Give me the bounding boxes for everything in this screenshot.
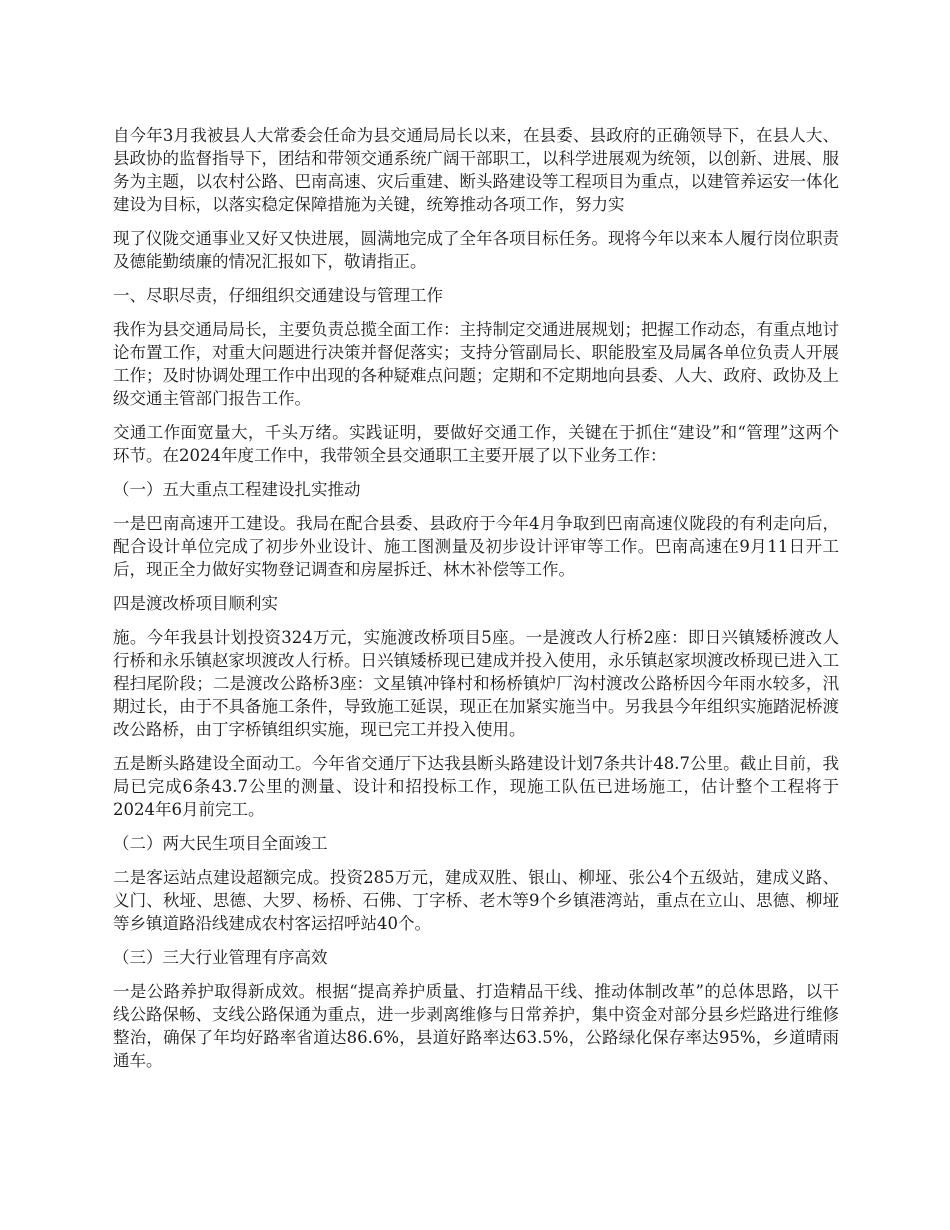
paragraph: 施。今年我县计划投资324万元，实施渡改桥项目5座。一是渡改人行桥2座：即日兴镇矮桥渡改人行桥和永乐镇赵家坝渡改人行桥。日兴镇矮桥现已建成并投入使用，永乐镇赵家坝渡改桥现已进入工程扫尾阶段；二是渡改公路桥3座：文星镇冲锋村和杨桥镇炉厂沟村渡改公路桥因今年雨水较多，汛期过长，由于不具备施工条件，导致施工延误，现正在加紧实施当中。另我县今年组织实施踏泥桥渡改公路桥，由丁字桥镇组织实施，现已完工并投入使用。 (113, 628, 839, 739)
paragraph: 自今年3月我被县人大常委会任命为县交通局局长以来，在县委、县政府的正确领导下，在县人大、县政协的监督指导下，团结和带领交通系统广阔干部职工，以科学进展观为统领，以创新、进展、服务为主题，以农村公路、巴南高速、灾后重建、断头路建设等工程项目为重点，以建管养运安一体化建设为目标，以落实稳定保障措施为关键，统筹推动各项工作，努力实 (113, 126, 839, 214)
document-body (113, 124, 839, 1083)
section-heading: （一）五大重点工程建设扎实推动 (113, 480, 361, 499)
paragraph: 交通工作面宽量大，千头万绪。实践证明，要做好交通工作，关键在于抓住“建设”和“管理”这两个环节。在2024年度工作中，我带领全县交通职工主要开展了以下业务工作： (113, 423, 839, 465)
section-heading: 四是渡改桥项目顺利实 (113, 594, 278, 613)
paragraph: 我作为县交通局局长，主要负责总揽全面工作：主持制定交通进展规划；把握工作动态，有重点地讨论布置工作，对重大问题进行决策并督促落实；支持分管副局长、职能股室及局属各单位负责人开展工作；及时协调处理工作中出现的各种疑难点问题；定期和不定期地向县委、人大、政府、政协及上级交通主管部门报告工作。 (113, 320, 839, 408)
paragraph: 一是公路养护取得新成效。根据“提高养护质量、打造精品干线、推动体制改革”的总体思路，以干线公路保畅、支线公路保通为重点，进一步剥离维修与日常养护，集中资金对部分县乡烂路进行维修整治，确保了年均好路率省道达86.6%，县道好路率达63.5%，公路绿化保存率达95%，乡道晴雨通车。 (113, 982, 839, 1070)
paragraph: 一是巴南高速开工建设。我局在配合县委、县政府于今年4月争取到巴南高速仪陇段的有利走向后，配合设计单位完成了初步外业设计、施工图测量及初步设计评审等工作。巴南高速在9月11日开工后，现正全力做好实物登记调查和房屋拆迁、林木补偿等工作。 (113, 514, 839, 579)
section-heading: 一、尽职尽责，仔细组织交通建设与管理工作 (113, 286, 443, 305)
section-heading: （二）两大民生项目全面竣工 (113, 834, 328, 853)
section-heading: （三）三大行业管理有序高效 (113, 948, 328, 967)
paragraph: 二是客运站点建设超额完成。投资285万元，建成双胜、银山、柳垭、张公4个五级站，建成义路、义门、秋垭、思德、大罗、杨桥、石佛、丁字桥、老木等9个乡镇港湾站，重点在立山、思德、柳垭等乡镇道路沿线建成农村客运招呼站40个。 (113, 868, 839, 933)
paragraph: 五是断头路建设全面动工。今年省交通厅下达我县断头路建设计划7条共计48.7公里。截止目前，我局已完成6条43.7公里的测量、设计和招投标工作，现施工队伍已进场施工，估计整个工程将于2024年6月前完工。 (113, 754, 839, 819)
paragraph: 现了仪陇交通事业又好又快进展，圆满地完成了全年各项目标任务。现将今年以来本人履行岗位职责及德能勤绩廉的情况汇报如下，敬请指正。 (113, 229, 839, 271)
